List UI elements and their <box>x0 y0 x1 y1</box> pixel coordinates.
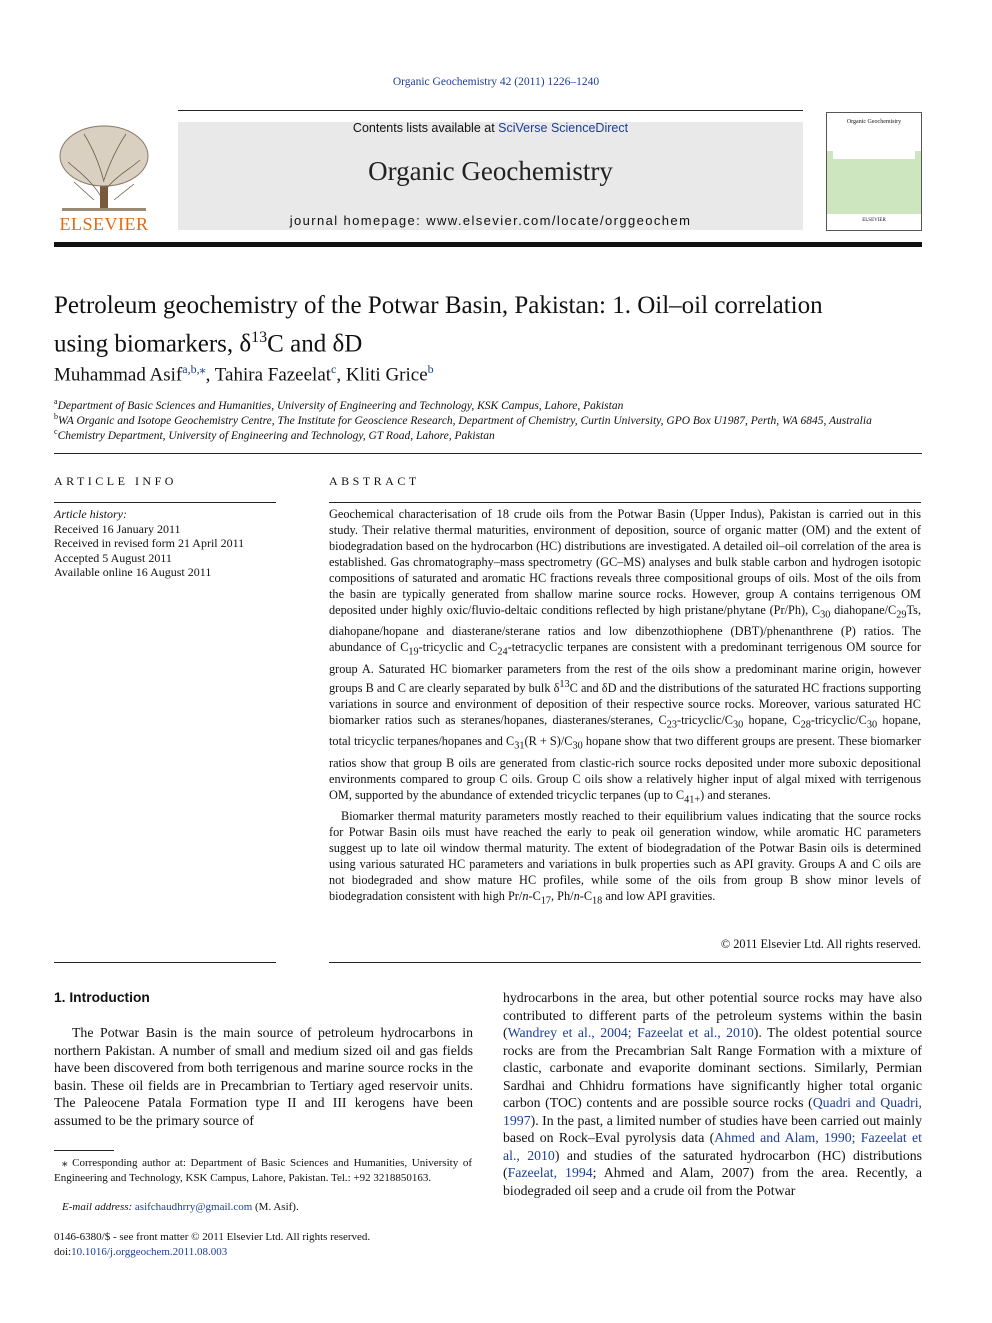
article-title <box>54 290 934 360</box>
elsevier-logo <box>54 122 154 234</box>
history-label: Article history: <box>54 507 127 521</box>
cover-band <box>827 151 921 214</box>
citation-link[interactable]: Wandrey et al., 2004; Fazeelat et al., 2010 <box>507 1025 754 1040</box>
email-note <box>54 1200 472 1215</box>
affiliation-mark: b <box>54 412 58 421</box>
citation-link[interactable]: Fazeelat, 1994 <box>507 1165 593 1180</box>
title-superscript: 13 <box>251 329 268 346</box>
affiliation-text: Department of Basic Sciences and Humanities, University of Engineering and Technology, KSK Campus, Lahore, Pakistan <box>57 399 624 412</box>
doi-link[interactable]: 10.1016/j.orggeochem.2011.08.003 <box>71 1245 228 1258</box>
journal-title: Organic Geochemistry <box>368 156 613 186</box>
history-item: Received in revised form 21 April 2011 <box>54 536 245 551</box>
footnote-rule <box>54 1150 114 1151</box>
author-affil-marks[interactable]: a,b,⁎ <box>182 362 206 376</box>
doi-line <box>54 1245 474 1260</box>
header-rule <box>178 110 803 111</box>
journal-reference[interactable]: Organic Geochemistry 42 (2011) 1226–1240 <box>392 76 600 88</box>
corresponding-author-note: ⁎ Corresponding author at: Department of Basic Sciences and Humanities, University of Engineering and Technology, KSK Campus, Lahore, Pakistan. Tel.: +92 3218850163. <box>54 1157 472 1184</box>
contents-line <box>178 121 803 135</box>
email-link[interactable]: asifchaudhrry@gmail.com <box>134 1201 253 1213</box>
intro-right-column <box>503 989 922 1199</box>
history-item: Available online 16 August 2011 <box>54 565 212 580</box>
header-divider <box>54 242 922 247</box>
author-affil-marks[interactable]: b <box>427 362 434 376</box>
sciencedirect-link[interactable]: SciVerse ScienceDirect <box>498 121 629 135</box>
article-info-heading: ARTICLE INFO <box>54 474 177 488</box>
affiliation-text: WA Organic and Isotope Geochemistry Centre, The Institute for Geoscience Research, Department of Chemistry, Curtin University, GPO Box U1987, Perth, WA 6845, Australia <box>58 414 872 427</box>
affiliation-mark: a <box>54 397 58 406</box>
citation-link[interactable]: Ahmed and Alam, 1990; Fazeelat et al., 2010 <box>503 1130 922 1163</box>
section-divider <box>54 453 922 454</box>
title-line-2b: C and δD <box>267 330 363 358</box>
intro-left-column <box>54 1024 473 1129</box>
abstract-paragraph-1: Geochemical characterisation of 18 crude oils from the Potwar Basin (Upper Indus), Pakistan is carried out in this study. Their relative thermal maturities, environment of deposition, source of organic matter (OM) and the extent of biodegradation based on the hydrocarbon (HC) distributions are investigated. A detailed oil–oil correlation of the area is established. Gas chromatography–mass spectrometry (GC–MS) analyses and bulk stable carbon and hydrogen isotopic compositions of saturated and aromatic HC fractions reveals three compositional groups of oils. Most of the oils from the basin are typically generated from shallow marine source rocks. However, group A contains terrigenous OM deposited under highly oxic/fluvio-deltaic conditions reflected by high pristane/phytane (Pr/Ph), $C_{30}$ diahopane/$C_{29}Ts$, diahopane/hopane and diasterane/sterane ratios and low dibenzothiophene (DBT)/phenanthrene (P) ratios. The abundance of $C_{19}$-tricyclic and $C_{24}$-tetracyclic terpanes are consistent with a predominant terrigenous OM source for group A. Saturated HC biomarker parameters from the rest of the oils show a predominant marine origin, however groups B and C are clearly separated by bulk $\delta^{13}C$ and δD and the distributions of the saturated HC fractions supporting variations in source and environment of deposition of their respective source rocks. Moreover, various saturated HC biomarker ratios such as steranes/hopanes, diasteranes/steranes, $C_{23}-tricyclic/C_{30}$ hopane, $C_{28}-tricyclic/C_{30}$ hopane, total tricyclic terpanes/hopanes and $C_{31}(R + S)/C_{30}$ hopane show that two different groups are present. These biomarker ratios show that group B oils are generated from clastic-rich source rocks deposited under more suboxic depositional environments compared to group C oils. Group C oils show a relatively higher input of algal mixed with terrigenous OM, supported by the abundance of extended tricyclic terpanes (up to $C_{41+}$) and steranes. <box>329 507 922 806</box>
abstract-paragraph-2: Biomarker thermal maturity parameters mostly reached to their equilibrium values indicating that the source rocks for Potwar Basin oils must have reached the early to peak oil generation window, while aromatic HC parameters suggest up to late oil window thermal maturity. The extent of biodegradation of the Potwar Basin oils is determined using various saturated HC parameters and variations in bulk properties such as API gravity. Groups A and C oils are not biodegraded and show mature HC profiles, while some of the oils from group B show minor levels of biodegradation consistent with high $Pr/n-C_{17}$, $Ph/n-C_{18}$ and low API gravities. <box>329 809 921 907</box>
article-info-bottom-rule <box>54 962 276 963</box>
author-name[interactable]: Tahira Fazeelat <box>214 364 332 386</box>
author-list <box>54 362 934 386</box>
affiliation-text: Chemistry Department, University of Engineering and Technology, GT Road, Lahore, Pakistan <box>57 429 495 442</box>
journal-cover <box>826 112 922 231</box>
intro-paragraph: hydrocarbons in the area, but other potential source rocks may have also contributed to different parts of the petroleum systems within the basin (Wandrey et al., 2004; Fazeelat et al., 2010). The oldest potential source rocks are from the Precambrian Salt Range Formation with a mixture of clastic, carbonate and evaporite dominant sections. Similarly, Permian Sardhai and Chhidru formations have significantly higher total organic carbon (TOC) contents and are possible source rocks (Quadri and Quadri, 1997). In the past, a limited number of studies have been carried out mainly based on Rock–Eval pyrolysis data (Ahmed and Alam, 1990; Fazeelat et al., 2010) and studies of the saturated hydrocarbon (HC) distributions (Fazeelat, 1994; Ahmed and Alam, 2007) from the area. Recently, a biodegraded oil seep and a crude oil from the Potwar <box>503 990 923 1198</box>
article-history <box>54 507 276 580</box>
author-separator: , <box>205 364 215 386</box>
publisher-name: ELSEVIER <box>59 214 149 234</box>
affiliation-mark: c <box>54 427 58 436</box>
abstract-text <box>329 506 921 910</box>
doi-label: doi: <box>54 1245 72 1258</box>
article-info-rule <box>54 502 276 503</box>
author-name[interactable]: Muhammad Asif <box>54 364 183 386</box>
title-line-1: Petroleum geochemistry of the Potwar Basin, Pakistan: 1. Oil–oil correlation <box>54 292 823 319</box>
cover-publisher: ELSEVIER <box>827 214 921 230</box>
abstract-heading: ABSTRACT <box>329 474 420 488</box>
author-separator: , <box>336 364 346 386</box>
publication-info <box>54 1230 474 1259</box>
history-item: Received 16 January 2011 <box>54 521 181 536</box>
email-suffix: (M. Asif). <box>252 1201 299 1213</box>
citation-link[interactable]: Quadri and Quadri, 1997 <box>503 1095 922 1128</box>
copyright-notice: © 2011 Elsevier Ltd. All rights reserved. <box>720 937 921 951</box>
history-item: Accepted 5 August 2011 <box>54 550 172 565</box>
intro-paragraph: The Potwar Basin is the main source of petroleum hydrocarbons in northern Pakistan. A number of small and medium sized oil and gas fields have been discovered from both terrigenous and marine source rocks in the basin. These oil fields are in Precambrian to Tertiary aged reservoir units. The Paleocene Patala Formation type II and III kerogens have been assumed to be the primary source of <box>54 1025 473 1128</box>
abstract-rule <box>329 502 921 503</box>
author-name[interactable]: Kliti Grice <box>345 364 428 386</box>
cover-title: Organic Geochemistry <box>833 119 915 159</box>
email-label: E-mail address: <box>62 1201 135 1213</box>
abstract-bottom-rule <box>329 962 921 963</box>
journal-homepage[interactable]: journal homepage: www.elsevier.com/locate/orggeochem <box>289 213 692 228</box>
affiliation-c <box>54 424 934 444</box>
title-line-2a: using biomarkers, δ <box>54 330 252 358</box>
section-heading-introduction: 1. Introduction <box>54 990 150 1005</box>
author-affil-marks[interactable]: c <box>331 362 337 376</box>
issn-line: 0146-6380/$ - see front matter © 2011 Elsevier Ltd. All rights reserved. <box>54 1231 371 1243</box>
contents-prefix: Contents lists available at <box>352 121 499 135</box>
